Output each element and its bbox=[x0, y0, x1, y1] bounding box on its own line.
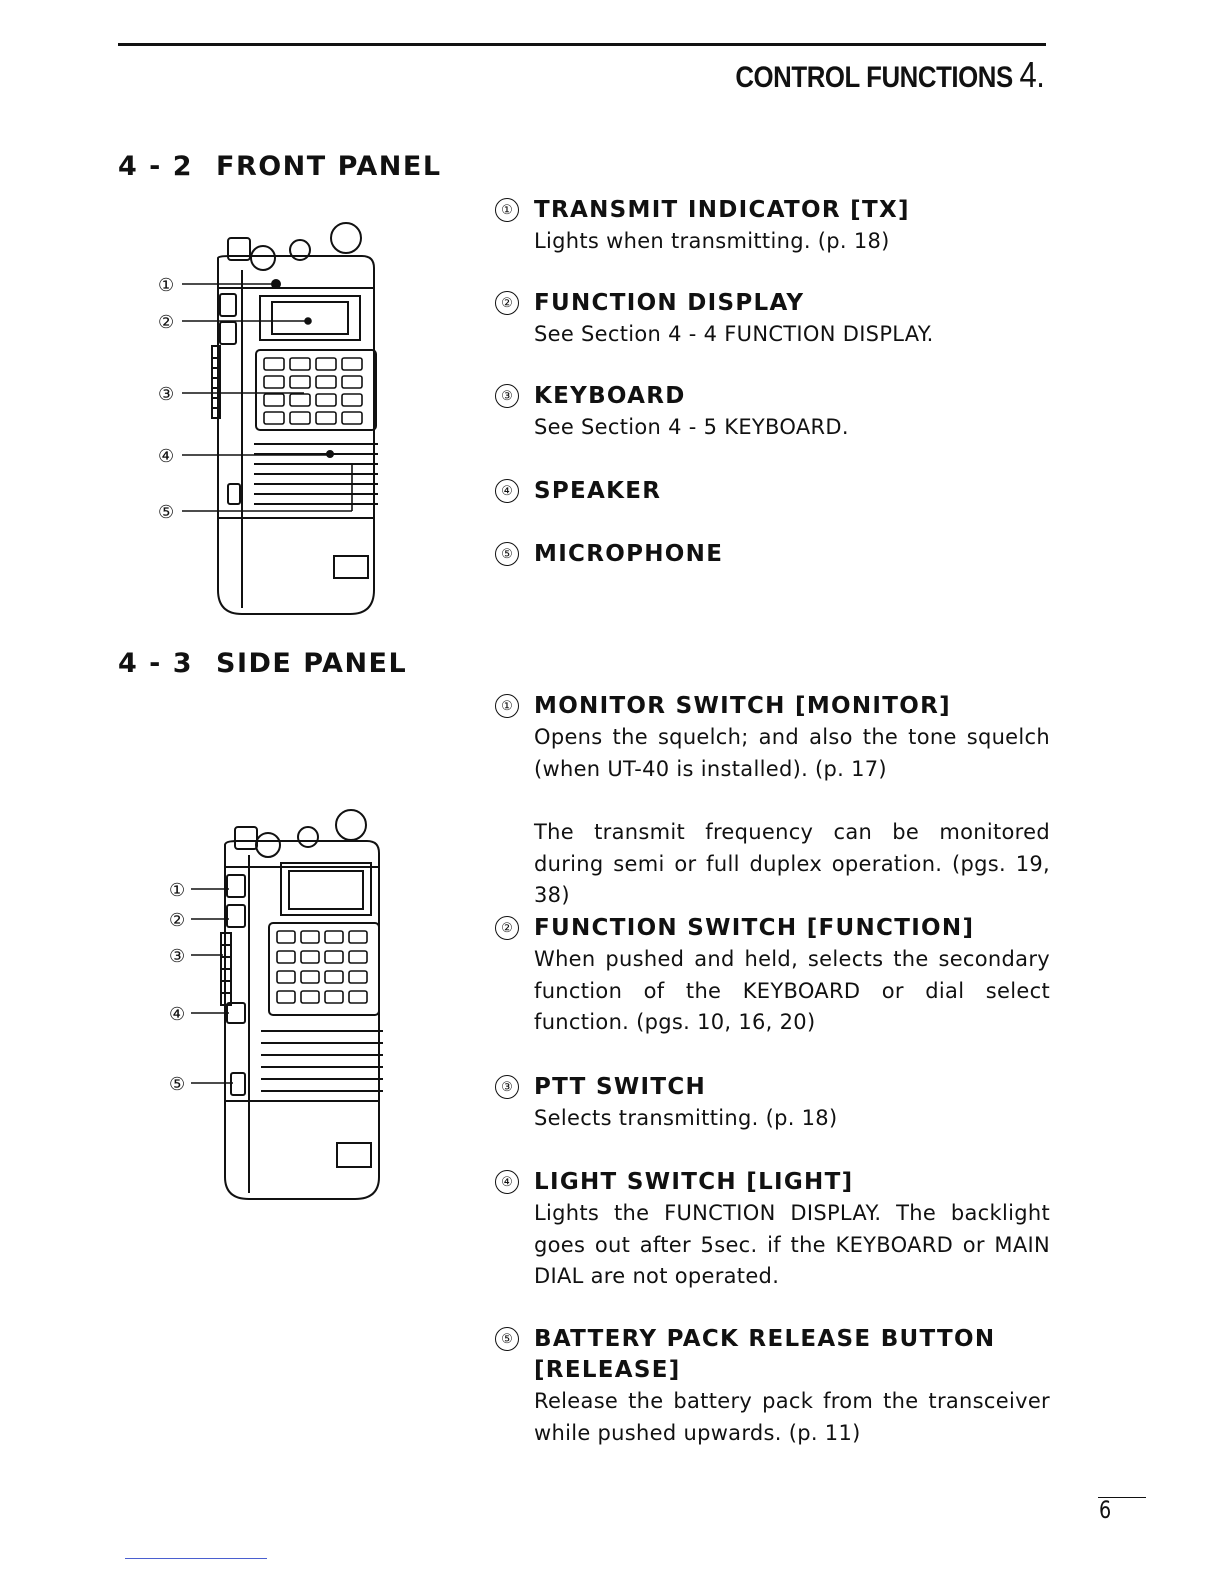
item-body: Selects transmitting. (p. 18) bbox=[534, 1106, 838, 1130]
volume-knob bbox=[251, 246, 275, 270]
speaker-grille bbox=[254, 444, 378, 504]
item-marker: ① bbox=[495, 198, 519, 222]
front-item-function-display bbox=[495, 288, 1050, 351]
callout-4: ④ bbox=[169, 1004, 186, 1025]
item-title: BATTERY PACK RELEASE BUTTON [RELEASE] bbox=[534, 1326, 996, 1383]
callout-5: ⑤ bbox=[169, 1074, 186, 1095]
item-body: See Section 4 - 4 FUNCTION DISPLAY. bbox=[534, 322, 934, 346]
item-title: MICROPHONE bbox=[534, 541, 724, 567]
item-marker: ④ bbox=[495, 479, 519, 503]
item-marker: ④ bbox=[495, 1170, 519, 1194]
side-item-monitor-switch bbox=[495, 691, 1050, 912]
item-marker: ② bbox=[495, 291, 519, 315]
item-marker: ② bbox=[495, 916, 519, 940]
section-title: FRONT PANEL bbox=[216, 151, 442, 182]
item-marker: ⑤ bbox=[495, 542, 519, 566]
item-title: TRANSMIT INDICATOR [TX] bbox=[534, 197, 910, 223]
item-body: When pushed and held, selects the secondary function of the KEYBOARD or dial select function. (pgs. 10, 16, 20) bbox=[534, 947, 1050, 1034]
item-body: The transmit frequency can be monitored during semi or full duplex operation. (pgs. 19, 38) bbox=[534, 820, 1050, 907]
callout-3: ③ bbox=[169, 946, 186, 967]
battery-release-button bbox=[231, 1073, 245, 1095]
side-item-light-switch bbox=[495, 1167, 1050, 1293]
side-item-function-switch bbox=[495, 913, 1050, 1039]
section-heading-side-panel bbox=[118, 648, 407, 679]
item-title: FUNCTION SWITCH [FUNCTION] bbox=[534, 915, 975, 941]
battery-label bbox=[334, 556, 368, 578]
side-item-battery-release bbox=[495, 1324, 1050, 1449]
item-title: KEYBOARD bbox=[534, 383, 686, 409]
item-body: See Section 4 - 5 KEYBOARD. bbox=[534, 415, 849, 439]
item-title: FUNCTION DISPLAY bbox=[534, 290, 805, 316]
function-switch bbox=[227, 905, 245, 927]
item-title: PTT SWITCH bbox=[534, 1074, 707, 1100]
item-title: MONITOR SWITCH [MONITOR] bbox=[534, 693, 951, 719]
front-item-keyboard bbox=[495, 381, 1050, 444]
item-marker: ③ bbox=[495, 1075, 519, 1099]
callout-3: ③ bbox=[158, 384, 175, 405]
item-body: Release the battery pack from the transceiver while pushed upwards. (p. 11) bbox=[534, 1389, 1050, 1445]
callout-2: ② bbox=[169, 910, 186, 931]
callout-2: ② bbox=[158, 312, 175, 333]
item-body: Lights when transmitting. (p. 18) bbox=[534, 229, 890, 253]
item-title: SPEAKER bbox=[534, 478, 662, 504]
front-panel-radio-illustration bbox=[150, 218, 430, 620]
callout-1: ① bbox=[158, 275, 175, 296]
section-number: 4 - 3 bbox=[118, 648, 194, 679]
item-title: LIGHT SWITCH [LIGHT] bbox=[534, 1169, 854, 1195]
page-number: 6 bbox=[1099, 1496, 1112, 1524]
callout-5: ⑤ bbox=[158, 502, 175, 523]
front-item-tx-indicator bbox=[495, 195, 1050, 258]
header-rule bbox=[118, 43, 1046, 46]
front-item-speaker bbox=[495, 476, 1050, 507]
side-item-ptt-switch bbox=[495, 1072, 1050, 1135]
item-body: Opens the squelch; and also the tone squelch (when UT-40 is installed). (p. 17) bbox=[534, 725, 1050, 781]
front-item-microphone bbox=[495, 539, 1050, 570]
callout-4: ④ bbox=[158, 446, 175, 467]
item-marker: ⑤ bbox=[495, 1327, 519, 1351]
side-panel-radio-illustration bbox=[165, 805, 405, 1205]
section-number: 4 - 2 bbox=[118, 151, 194, 182]
section-heading-front-panel bbox=[118, 151, 442, 182]
item-marker: ③ bbox=[495, 384, 519, 408]
callout-1: ① bbox=[169, 880, 186, 901]
chapter-title: CONTROL FUNCTIONS 4. bbox=[734, 54, 1044, 95]
item-body: Lights the FUNCTION DISPLAY. The backlight goes out after 5sec. if the KEYBOARD or MAIN DIAL are not operated. bbox=[534, 1201, 1050, 1288]
item-marker: ① bbox=[495, 694, 519, 718]
main-dial-knob bbox=[331, 223, 361, 253]
footer-rule bbox=[125, 1558, 267, 1559]
section-title: SIDE PANEL bbox=[216, 648, 408, 679]
monitor-switch bbox=[227, 875, 245, 897]
